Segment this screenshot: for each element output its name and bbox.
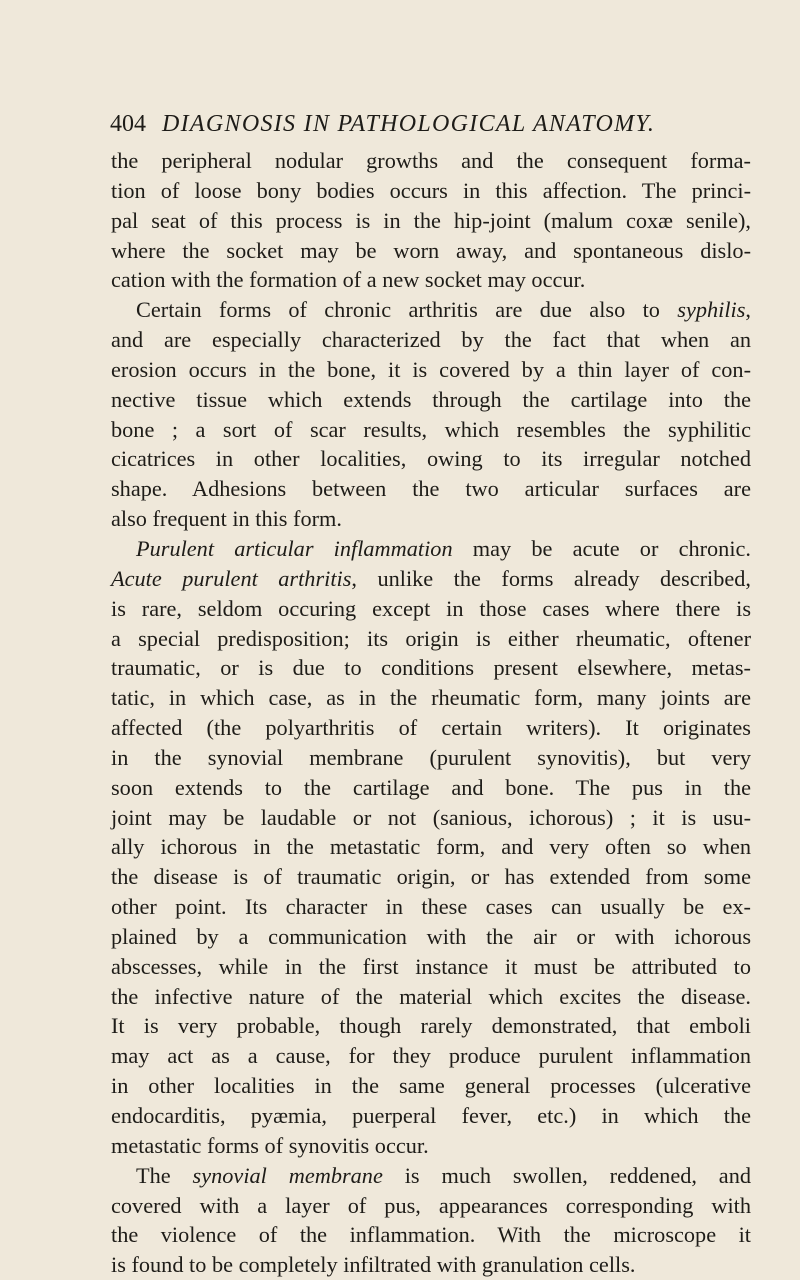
- text-line: traumatic, or is due to conditions present elsewhere, metas-: [111, 655, 751, 681]
- emphasis: Purulent articular inflammation: [136, 535, 453, 561]
- emphasis: Acute purulent arthritis: [111, 565, 352, 591]
- text-line: tatic, in which case, as in the rheumatic form, many joints are: [111, 685, 751, 711]
- text-line: [111, 295, 751, 325]
- text-line: is found to be completely infiltrated with granulation cells.: [111, 1252, 636, 1278]
- text-line: also frequent in this form.: [111, 506, 342, 532]
- text-line: a special predisposition; its origin is either rheumatic, oftener: [111, 625, 751, 651]
- text-run: , unlike the forms already described,: [351, 565, 751, 591]
- text-line: nective tissue which extends through the cartilage into the: [111, 386, 751, 412]
- text-line: where the socket may be worn away, and spontaneous dislo-: [111, 237, 751, 263]
- text-run: Certain forms of chronic arthritis are due also to: [136, 297, 678, 323]
- text-line: abscesses, while in the first instance it must be attributed to: [111, 953, 751, 979]
- text-line: shape. Adhesions between the two articular surfaces are: [111, 476, 751, 502]
- text-line: erosion occurs in the bone, it is covered by a thin layer of con-: [111, 356, 751, 382]
- text-line: affected (the polyarthritis of certain writers). It originates: [111, 715, 751, 741]
- text-line: endocarditis, pyæmia, puerperal fever, etc.) in which the: [111, 1103, 751, 1128]
- text-line: metastatic forms of synovitis occur.: [111, 1132, 429, 1158]
- text-run: is much swollen, reddened, and: [382, 1162, 751, 1188]
- emphasis: synovial membrane: [192, 1162, 383, 1188]
- text-line: It is very probable, though rarely demonstrated, that emboli: [111, 1013, 751, 1039]
- text-line: may act as a cause, for they produce purulent inflammation: [111, 1043, 751, 1069]
- text-line: covered with a layer of pus, appearances corresponding with: [111, 1192, 751, 1218]
- text-run: The: [136, 1162, 193, 1188]
- page-number: 404: [110, 111, 146, 137]
- text-line: soon extends to the cartilage and bone. The pus in the: [111, 774, 751, 800]
- text-line: cation with the formation of a new socket may occur.: [111, 267, 586, 293]
- running-title: DIAGNOSIS IN PATHOLOGICAL ANATOMY.: [162, 111, 656, 137]
- text-line: ally ichorous in the metastatic form, and very often so when: [111, 834, 751, 860]
- text-line: the infective nature of the material which excites the disease.: [111, 983, 751, 1009]
- text-run: may be acute or chronic.: [452, 535, 751, 561]
- text-line: in other localities in the same general processes (ulcerative: [111, 1073, 751, 1099]
- text-line: other point. Its character in these cases can usually be ex-: [111, 894, 751, 920]
- text-line: [111, 564, 751, 594]
- text-line: the disease is of traumatic origin, or has extended from some: [111, 864, 751, 890]
- text-line: is rare, seldom occuring except in those cases where there is: [111, 595, 751, 621]
- text-line: cicatrices in other localities, owing to its irregular notched: [111, 446, 751, 472]
- text-line: the peripheral nodular growths and the consequent forma-: [111, 148, 751, 173]
- text-line: tion of loose bony bodies occurs in this affection. The princi-: [111, 177, 751, 203]
- emphasis: syphilis: [677, 297, 746, 323]
- text-line: bone ; a sort of scar results, which resembles the syphilitic: [111, 416, 751, 442]
- text-line: the violence of the inflammation. With the microscope it: [111, 1222, 751, 1248]
- text-run: ,: [745, 297, 751, 323]
- text-line: joint may be laudable or not (sanious, ichorous) ; it is usu-: [111, 804, 751, 830]
- running-head: [110, 104, 730, 144]
- text-line: in the synovial membrane (purulent synovitis), but very: [111, 744, 751, 770]
- text-line: [111, 534, 751, 564]
- text-line: and are especially characterized by the fact that when an: [111, 327, 751, 353]
- body-text: [111, 146, 751, 1280]
- text-line: plained by a communication with the air or with ichorous: [111, 923, 751, 949]
- text-line: pal seat of this process is in the hip-joint (malum coxæ senile),: [111, 207, 751, 233]
- text-line: [111, 1161, 751, 1191]
